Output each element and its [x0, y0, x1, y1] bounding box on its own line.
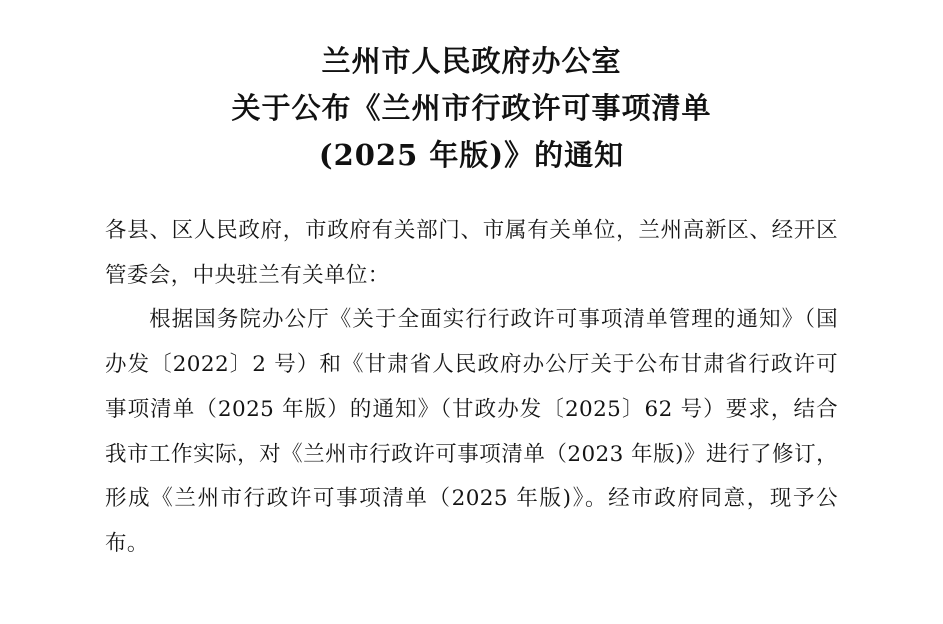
document-title — [105, 38, 838, 179]
title-line-2: 关于公布《兰州市行政许可事项清单 — [231, 90, 712, 125]
document-body — [105, 209, 838, 567]
paragraph-body-1: 根据国务院办公厅《关于全面实行行政许可事项清单管理的通知》（国办发〔2022〕2 号）和《甘肃省人民政府办公厅关于公布甘肃省行政许可事项清单（2025 年版）的通知》（甘政办发〔2025〕62 号）要求，结合我市工作实际，对《兰州市行政许可事项清单（2023 年版)》进行了修订，形成《兰州市行政许可事项清单（2025 年版)》。经市政府同意，现予公布。 — [105, 307, 838, 556]
title-line-1: 兰州市人民政府办公室 — [321, 44, 622, 78]
title-line-3: (2025 年版)》的通知 — [318, 137, 625, 172]
paragraph-recipients: 各县、区人民政府，市政府有关部门、市属有关单位，兰州高新区、经开区管委会，中央驻兰有关单位： — [105, 217, 838, 288]
